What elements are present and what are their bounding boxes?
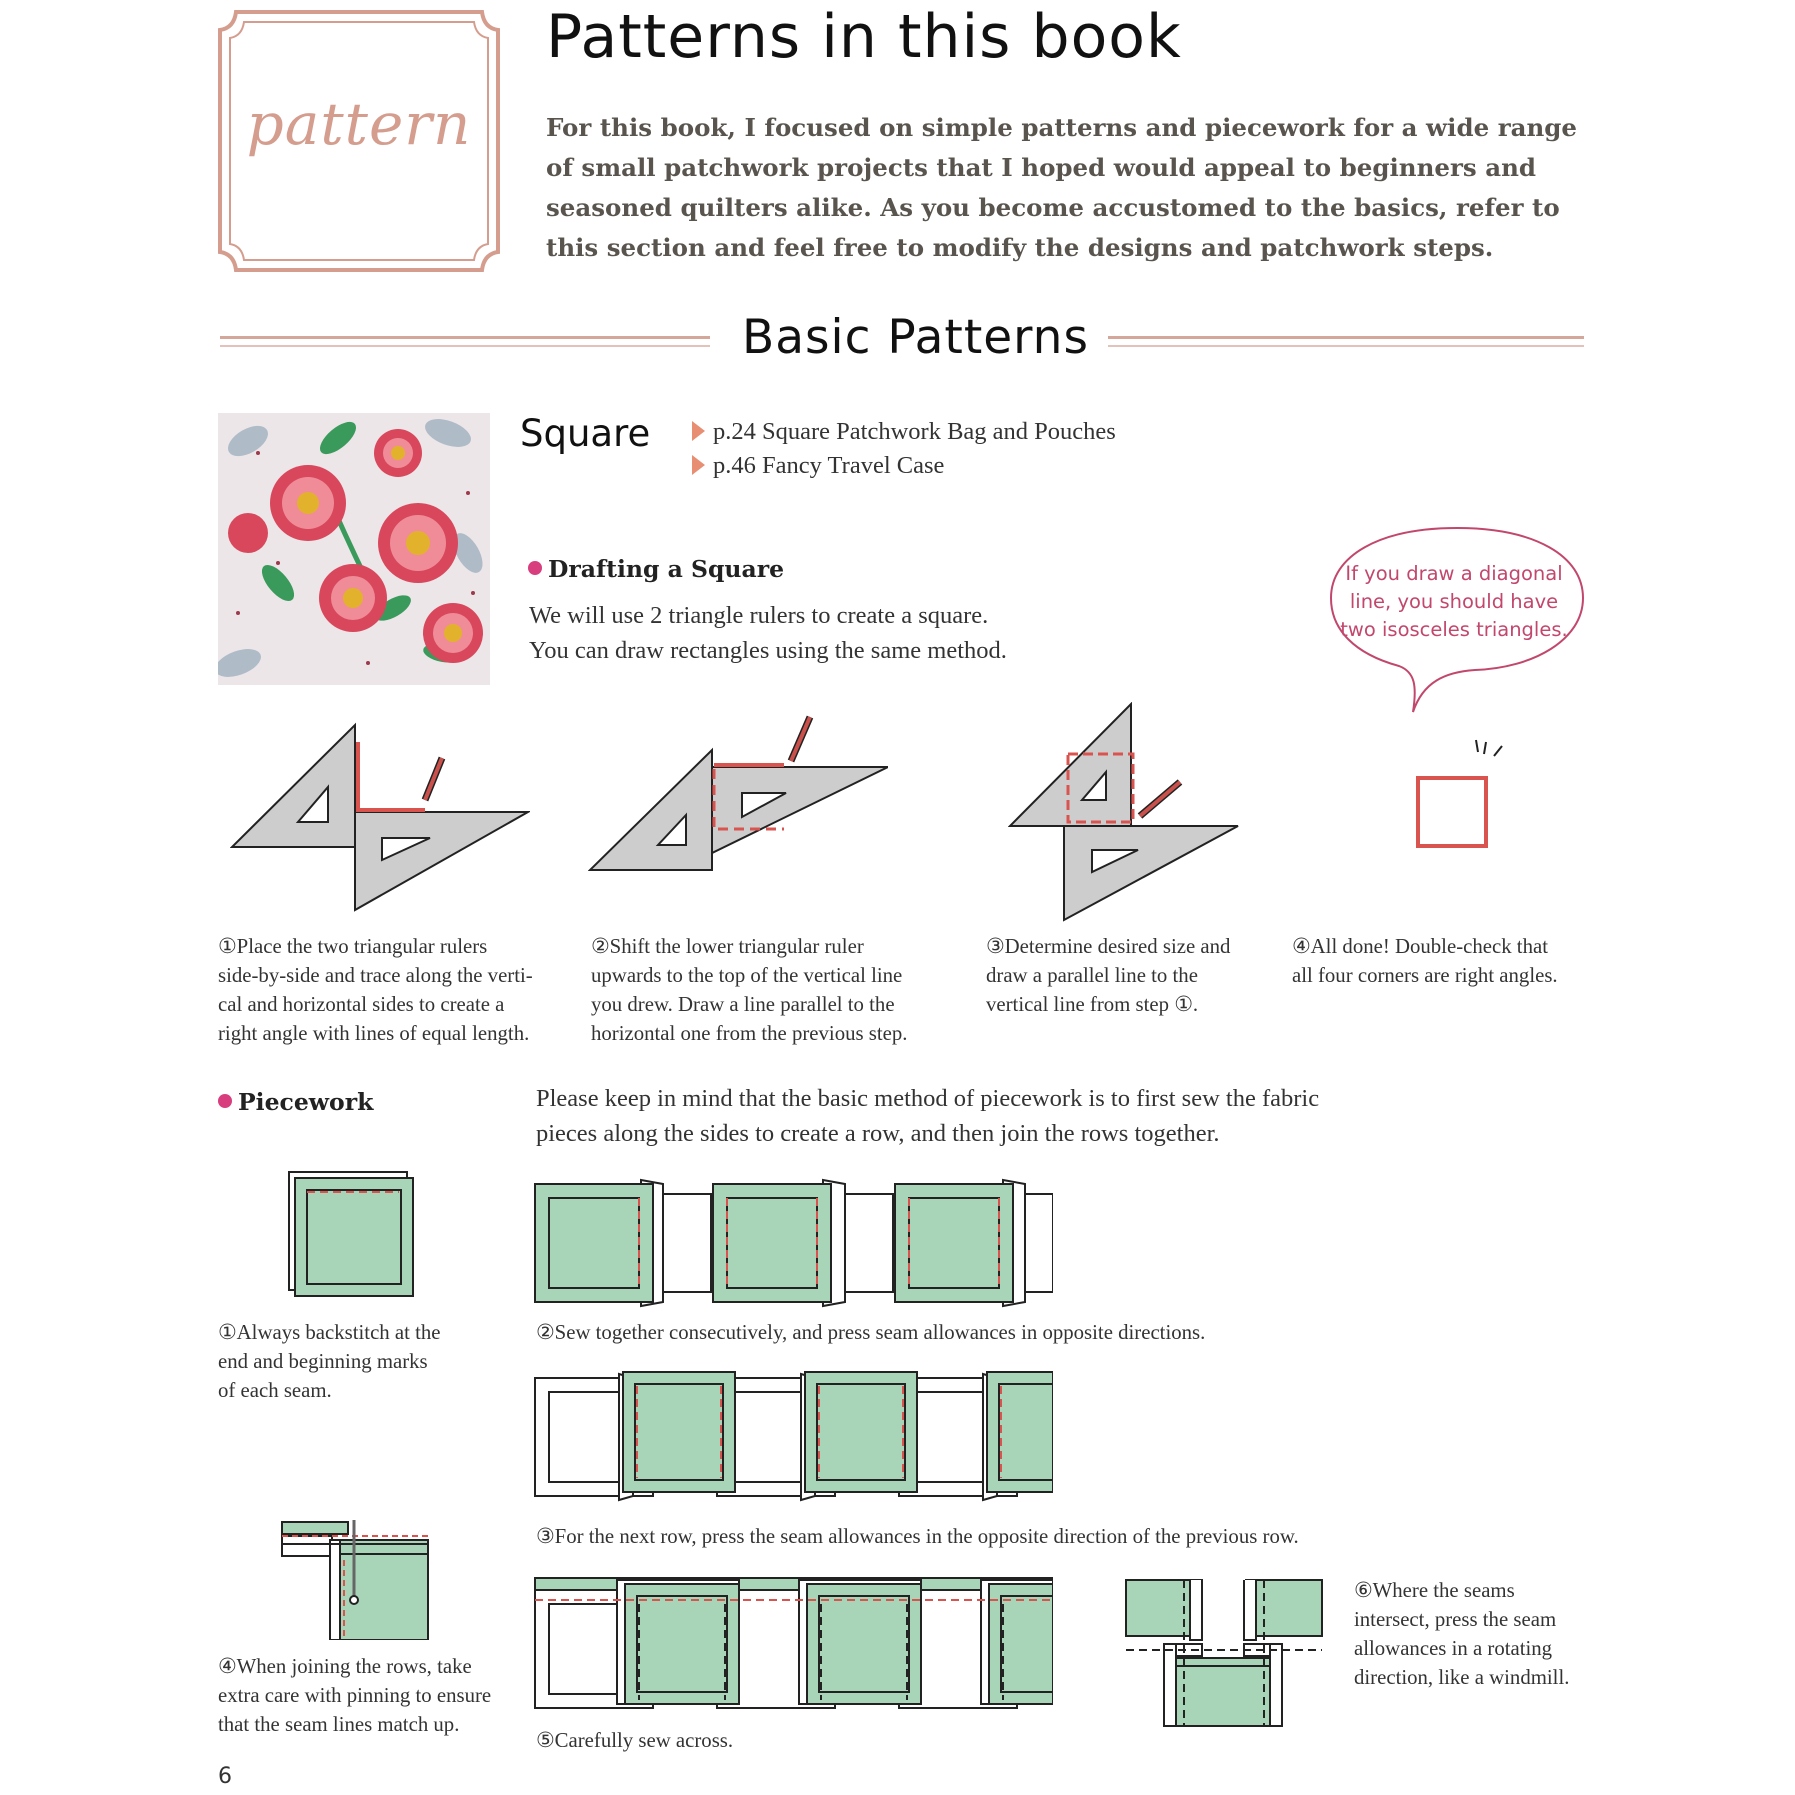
page-title: Patterns in this book	[546, 2, 1182, 72]
finished-square-diagram	[1390, 730, 1530, 860]
bubble-text: If you draw a diagonal line, you should have two isosceles triangles.	[1340, 562, 1568, 641]
section-title: Basic Patterns	[742, 310, 1089, 365]
piecework-intro: Please keep in mind that the basic method of piecework is to first sew the fabric pieces along the sides to create a row, and then join the rows together.	[536, 1085, 1320, 1147]
sewn-row-diagram-3	[533, 1570, 1053, 1710]
frame-word: pattern	[246, 90, 472, 158]
drafting-step-1-caption: ①Place the two triangular rulers side-by-side and trace along the verti- cal and horizontal sides to create a right angle with lines of equal length.	[218, 935, 533, 1045]
ruler-diagram-step-1	[230, 720, 530, 920]
windmill-seam-diagram	[1124, 1578, 1324, 1728]
piecework-step-2-caption: ②Sew together consecutively, and press seam allowances in opposite directions.	[536, 1321, 1206, 1344]
arrow-right-icon	[692, 455, 705, 475]
page-reference-1[interactable]: p.24 Square Patchwork Bag and Pouches	[692, 418, 1116, 446]
piecework-heading: Piecework	[218, 1088, 373, 1116]
square-title: Square	[520, 412, 651, 455]
sewn-row-diagram-1	[533, 1176, 1053, 1310]
bullet-dot-icon	[528, 561, 542, 575]
section-divider-left	[220, 336, 710, 347]
piecework-step-1-caption: ①Always backstitch at the end and beginning marks of each seam.	[218, 1321, 441, 1402]
ruler-diagram-step-3	[1008, 702, 1248, 922]
drafting-step-2-caption: ②Shift the lower triangular ruler upwards to the top of the vertical line you drew. Draw a line parallel to the horizontal one from the previous step.	[591, 935, 908, 1045]
floral-fabric-image	[218, 413, 490, 685]
pinning-diagram	[280, 1520, 430, 1640]
page-number: 6	[218, 1764, 232, 1789]
piecework-step-3-caption: ③For the next row, press the seam allowances in the opposite direction of the previous row.	[536, 1525, 1299, 1548]
drafting-text: We will use 2 triangle rulers to create a square. You can draw rectangles using the same method.	[529, 602, 1007, 664]
ruler-diagram-step-2	[588, 705, 888, 905]
bullet-dot-icon	[218, 1094, 232, 1108]
arrow-right-icon	[692, 421, 705, 441]
piecework-step-6-caption: ⑥Where the seams intersect, press the seam allowances in a rotating direction, like a windmill.	[1354, 1579, 1570, 1689]
piecework-step-5-caption: ⑤Carefully sew across.	[536, 1729, 734, 1752]
drafting-step-3-caption: ③Determine desired size and draw a parallel line to the vertical line from step ①.	[986, 935, 1231, 1016]
drafting-step-4-caption: ④All done! Double-check that all four corners are right angles.	[1292, 935, 1558, 987]
backstitch-square-diagram	[285, 1170, 415, 1300]
drafting-heading: Drafting a Square	[528, 555, 784, 583]
page-reference-2[interactable]: p.46 Fancy Travel Case	[692, 452, 944, 480]
piecework-step-4-caption: ④When joining the rows, take extra care with pinning to ensure that the seam lines match up.	[218, 1655, 492, 1736]
sewn-row-diagram-2	[533, 1370, 1053, 1504]
intro-paragraph: For this book, I focused on simple patterns and piecework for a wide range of small patchwork projects that I hoped would appeal to beginners and seasoned quilters alike. As you become accustomed to the basics, refer to this section and feel free to modify the designs and patchwork steps.	[546, 113, 1578, 262]
section-divider-right	[1108, 336, 1584, 347]
